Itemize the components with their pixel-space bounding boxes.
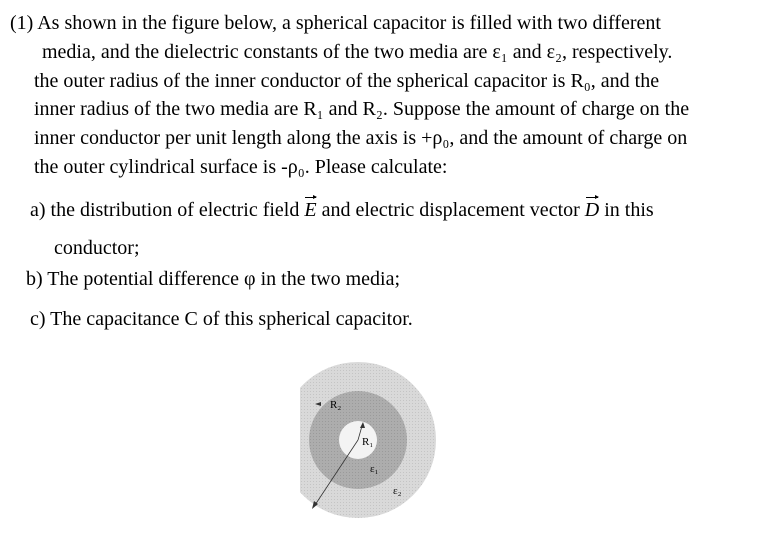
question-a	[30, 198, 654, 222]
question-a-continuation: conductor;	[54, 237, 140, 259]
question-a-text-3: in this	[599, 199, 654, 221]
problem-line-5: inner conductor per unit length along the axis is +ρ₀, and the amount of charge on	[34, 127, 688, 149]
vector-d-symbol: D	[584, 199, 600, 221]
question-c: c) The capacitance C of this spherical capacitor.	[30, 308, 413, 330]
vector-e-symbol: E	[304, 199, 317, 221]
figure-label-eps1: ε₁	[370, 463, 379, 475]
capacitor-figure	[300, 360, 450, 520]
figure-label-r2: R₂	[330, 399, 342, 411]
problem-line-3: the outer radius of the inner conductor of the spherical capacitor is R₀, and the	[34, 70, 660, 92]
question-a-text-1: a) the distribution of electric field	[30, 199, 305, 221]
problem-line-2: media, and the dielectric constants of the two media are ε₁ and ε₂, respectively.	[42, 41, 673, 63]
question-b: b) The potential difference φ in the two media;	[26, 268, 401, 290]
problem-line-6: the outer cylindrical surface is -ρ₀. Please calculate:	[34, 156, 448, 178]
problem-line-1: (1) As shown in the figure below, a spherical capacitor is filled with two different	[10, 12, 661, 34]
figure-label-r1: R₁	[362, 436, 374, 448]
figure-label-eps2: ε₂	[393, 485, 402, 497]
problem-line-4: inner radius of the two media are R₁ and R₂. Suppose the amount of charge on the	[34, 98, 690, 120]
question-a-text-2: and electric displacement vector	[316, 199, 585, 221]
